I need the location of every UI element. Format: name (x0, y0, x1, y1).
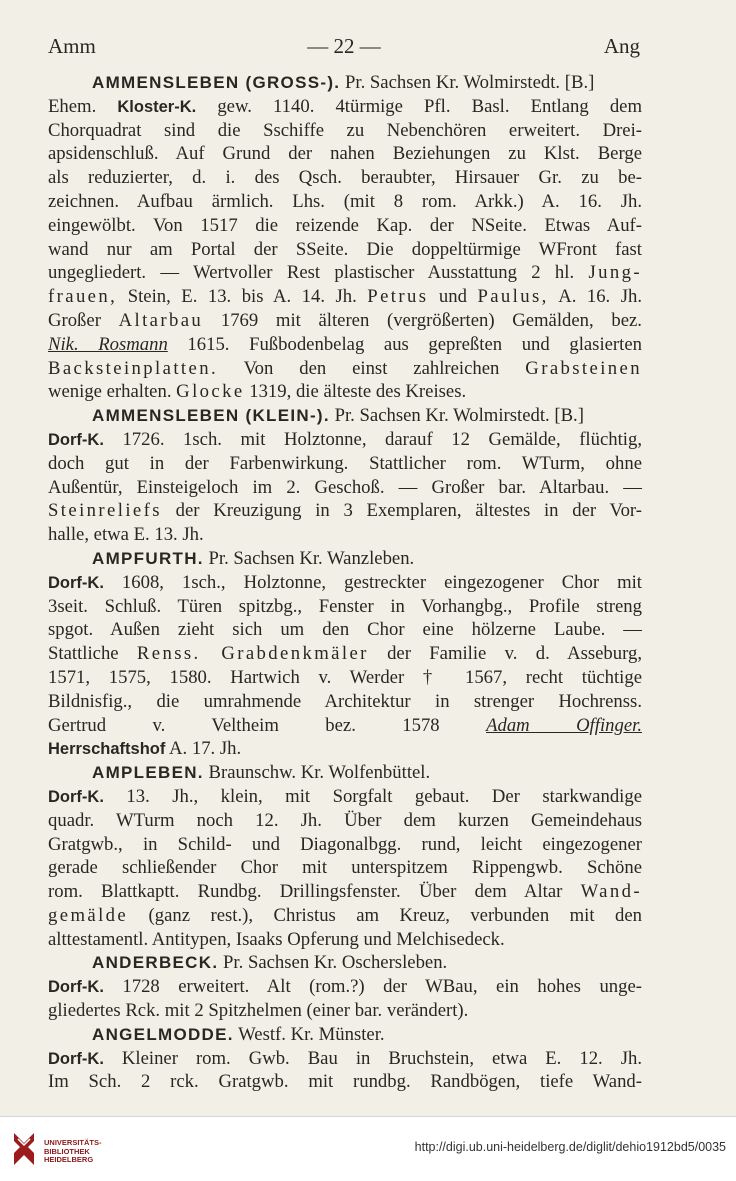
text-segment: 13. Jh., klein, mit Sorgfalt gebaut. Der starkwandige (103, 785, 642, 807)
text-segment: Stattliche (48, 643, 137, 665)
text-line (48, 333, 642, 357)
text-segment: Pr. Sachsen Kr. Wolmirstedt. [B.] (340, 72, 595, 93)
text-segment: Jung- (588, 262, 642, 284)
text-line (48, 499, 642, 523)
text-line (48, 785, 642, 809)
text-segment: Stein, E. 13. bis A. 14. Jh. (117, 286, 368, 308)
entry-headword: AMMENSLEBEN (KLEIN-). (92, 406, 330, 426)
text-segment: 1769 mit älteren (vergrößerten) Gemälden, bez. (203, 309, 642, 331)
text-line (48, 1047, 642, 1071)
text-segment: Pr. Sachsen Kr. Wolmirstedt. [B.] (329, 405, 584, 427)
text-segment: als reduzierter, d. i. des Qsch. beraubter, Hirsauer Gr. zu be- (48, 167, 642, 189)
text-line (48, 595, 642, 619)
text-line (48, 928, 642, 952)
text-segment: Dorf-K. (48, 978, 104, 997)
text-line (48, 642, 642, 666)
page-number: — 22 — (307, 34, 381, 58)
text-segment: A. 16. Jh. (548, 286, 643, 308)
text-segment: Adam Offinger. (486, 714, 642, 736)
text-line (48, 261, 642, 285)
text-segment: Im Sch. 2 rck. Gratgwb. mit rundbg. Randbögen, tiefe Wand- (48, 1071, 642, 1093)
text-segment: zeichnen. Aufbau ärmlich. Lhs. (mit 8 rom. Arkk.) A. 16. Jh. (48, 190, 642, 212)
text-segment: 1726. 1sch. mit Holztonne, darauf 12 Gemälde, flüchtig, (103, 428, 642, 450)
text-line (48, 856, 642, 880)
text-segment: gemälde (48, 904, 129, 926)
text-line (48, 904, 642, 928)
text-line (48, 95, 642, 119)
text-segment: 1571, 1575, 1580. Hartwich v. Werder † 1567, recht tüchtige (48, 666, 642, 688)
text-segment: rom. Blattkaptt. Rundbg. Drillingsfenster. Über dem Altar (48, 881, 581, 903)
body-text (48, 71, 642, 1094)
text-segment: Dorf-K. (48, 787, 104, 806)
text-segment: Steinreliefs (48, 500, 162, 522)
text-line (48, 119, 642, 143)
text-segment: gew. 1140. 4türmige Pfl. Basl. Entlang dem (196, 95, 643, 117)
logo-line: HEIDELBERG (44, 1155, 94, 1164)
text-line (48, 737, 642, 761)
text-segment: Petrus (367, 286, 429, 308)
running-head-left: Amm (48, 34, 96, 58)
text-segment: quadr. WTurm noch 12. Jh. Über dem kurzen Gemeindehaus (48, 809, 642, 831)
text-line (48, 714, 642, 738)
entry-headword: AMMENSLEBEN (GROSS-). (92, 73, 341, 92)
text-segment: doch gut in der Farbenwirkung. Stattlicher rom. WTurm, ohne (48, 452, 642, 474)
text-line (48, 452, 642, 476)
text-line (48, 166, 642, 190)
text-segment: 1728 erweitert. Alt (rom.?) der WBau, ein hohes unge- (103, 976, 642, 998)
running-head (48, 34, 640, 60)
text-segment: Backsteinplatten. (48, 357, 219, 379)
entry-headword: ANGELMODDE. (92, 1024, 234, 1044)
text-segment: spgot. Außen zieht sich um den Chor eine hölzerne Laube. — (48, 619, 642, 641)
entry-headword: ANDERBECK. (92, 953, 219, 973)
text-segment: Wand- (580, 881, 642, 903)
text-segment: Pr. Sachsen Kr. Wanzleben. (203, 547, 415, 569)
text-line (48, 380, 642, 404)
text-line (48, 761, 642, 785)
text-segment: alttestamentl. Antitypen, Isaaks Opferung und Melchisedeck. (48, 928, 505, 950)
text-segment: Grabsteinen (525, 357, 642, 379)
text-segment: Außentür, Einsteigeloch im 2. Geschoß. — Großer bar. Altarbau. — (48, 476, 642, 498)
entry-headword: AMPLEBEN. (92, 763, 204, 783)
text-line (48, 523, 642, 547)
text-line (48, 190, 642, 214)
source-url-link[interactable]: http://digi.ub.uni-heidelberg.de/diglit/dehio1912bd5/0035 (414, 1140, 726, 1154)
text-segment: Kloster-K. (117, 97, 197, 116)
text-line (48, 618, 642, 642)
text-line (48, 71, 642, 95)
text-segment: Ehem. (48, 95, 118, 117)
footer-bar (0, 1116, 736, 1181)
text-segment: Dorf-K. (48, 430, 104, 449)
text-line (48, 285, 642, 309)
text-segment: 3seit. Schluß. Türen spitzbg., Fenster in Vorhangbg., Profile streng (48, 595, 642, 617)
text-segment: gliedertes Rck. mit 2 Spitzhelmen (einer bar. verändert). (48, 1000, 469, 1022)
text-line (48, 1023, 642, 1047)
library-logo-text (44, 1139, 102, 1165)
text-line (48, 214, 642, 238)
text-line (48, 880, 642, 904)
text-segment: Nik. Rosmann (48, 333, 168, 355)
text-line (48, 809, 642, 833)
text-line (48, 238, 642, 262)
text-line (48, 142, 642, 166)
text-segment: A. 17. Jh. (165, 738, 242, 760)
text-segment: eingewölbt. Von 1517 die reizende Kap. der NSeite. Etwas Auf- (48, 214, 642, 236)
text-segment: gerade schließender Chor mit unterspitzem Rippengwb. Schöne (48, 857, 642, 879)
text-line (48, 951, 642, 975)
logo-line: BIBLIOTHEK (44, 1146, 90, 1156)
text-line (48, 476, 642, 500)
text-segment: Braunschw. Kr. Wolfenbüttel. (203, 762, 431, 784)
library-seal-icon (10, 1131, 38, 1167)
text-segment: Herrschaftshof (48, 740, 166, 759)
text-line (48, 999, 642, 1023)
text-segment: wand nur am Portal der SSeite. Die doppeltürmige WFront fast (48, 238, 642, 260)
text-segment: (ganz rest.), Christus am Kreuz, verbunden mit den (128, 904, 642, 926)
text-segment: Dorf-K. (48, 1049, 104, 1068)
text-segment: Altarbau (118, 309, 204, 331)
text-segment: Glocke (176, 381, 245, 403)
text-segment: Dorf-K. (48, 573, 104, 592)
text-segment: 1608, 1sch., Holztonne, gestreckter eingezogener Chor mit (103, 571, 642, 593)
text-segment: Paulus, (477, 286, 549, 308)
text-line (48, 571, 642, 595)
text-segment: frauen, (48, 286, 118, 308)
text-segment: Gratgwb., in Schild- und Diagonalbgg. rund, leicht eingezogener (48, 833, 642, 855)
text-segment: der Kreuzigung in 3 Exemplaren, ältestes in der Vor- (161, 500, 642, 522)
text-segment: und (428, 286, 478, 308)
text-segment: 1319, die älteste des Kreises. (244, 381, 467, 403)
logo-line: UNIVERSITÄTS- (44, 1138, 102, 1147)
text-segment: 1615. Fußbodenbelag aus gepreßten und glasierten (167, 333, 642, 355)
text-segment: Kleiner rom. Gwb. Bau in Bruchstein, etwa E. 12. Jh. (103, 1047, 642, 1069)
text-line (48, 975, 642, 999)
text-line (48, 833, 642, 857)
text-segment: wenige erhalten. (48, 381, 177, 403)
text-segment: Renss. Grabdenkmäler (136, 643, 369, 665)
text-line (48, 428, 642, 452)
text-line (48, 357, 642, 381)
text-segment: Chorquadrat sind die Sschiffe zu Nebenchören erweitert. Drei- (48, 119, 642, 141)
text-line (48, 1070, 642, 1094)
text-line (48, 547, 642, 571)
text-segment: apsidenschluß. Auf Grund der nahen Beziehungen zu Klst. Berge (48, 143, 642, 165)
text-segment: Gertrud v. Veltheim bez. 1578 (48, 714, 487, 736)
entry-headword: AMPFURTH. (92, 548, 204, 568)
text-segment: halle, etwa E. 13. Jh. (48, 524, 204, 546)
text-segment: Großer (48, 309, 119, 331)
text-segment: Bildnisfig., die umrahmende Architektur in strenger Hochrenss. (48, 690, 642, 712)
text-line (48, 690, 642, 714)
text-line (48, 666, 642, 690)
text-line (48, 309, 642, 333)
running-head-right: Ang (603, 34, 640, 58)
text-segment: ungegliedert. — Wertvoller Rest plastischer Ausstattung 2 hl. (48, 262, 589, 284)
text-segment: Pr. Sachsen Kr. Oschersleben. (218, 952, 448, 974)
text-segment: der Familie v. d. Asseburg, (368, 643, 642, 665)
text-line (48, 404, 642, 428)
text-segment: Von den einst zahlreichen (218, 357, 526, 379)
text-segment: Westf. Kr. Münster. (233, 1023, 385, 1045)
